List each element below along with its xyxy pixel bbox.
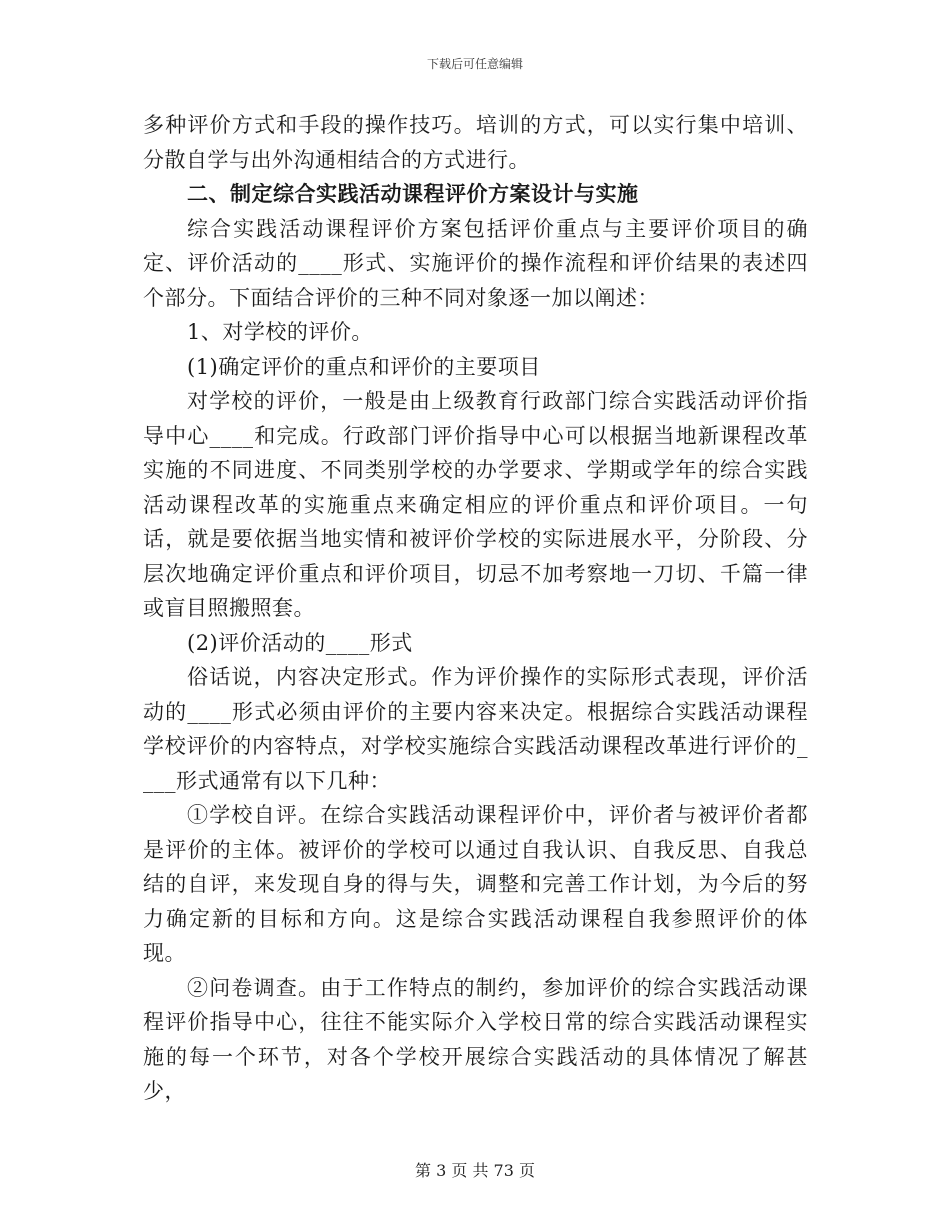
header-note: 下载后可任意编辑	[426, 57, 523, 71]
paragraph-continuation: 多种评价方式和手段的操作技巧。培训的方式，可以实行集中培训、分散自学与出外沟通相结合的方式进行。	[143, 113, 808, 172]
paragraph: 俗话说，内容决定形式。作为评价操作的实际形式表现，评价活动的____形式必须由评价的主要内容来决定。根据综合实践活动课程学校评价的内容特点，对学校实施综合实践活动课程改革进行评价的____形式通常有以下几种：	[143, 665, 808, 793]
subsection-heading: 1、对学校的评价。	[187, 320, 373, 344]
document-body	[143, 108, 808, 1109]
page-number: 第 3 页 共 73 页	[415, 1161, 535, 1180]
section-heading: 二、制定综合实践活动课程评价方案设计与实施	[187, 181, 639, 206]
paragraph: 对学校的评价，一般是由上级教育行政部门综合实践活动评价指导中心____和完成。行政部门评价指导中心可以根据当地新课程改革实施的不同进度、不同类别学校的办学要求、学期或学年的综合实践活动课程改革的实施重点来确定相应的评价重点和评价项目。一句话，就是要依据当地实情和被评价学校的实际进展水平，分阶段、分层次地确定评价重点和评价项目，切忌不加考察地一刀切、千篇一律或盲目照搬照套。	[143, 389, 808, 620]
list-item: ②问卷调查。由于工作特点的制约，参加评价的综合实践活动课程评价指导中心，往往不能实际介入学校日常的综合实践活动课程实施的每一个环节，对各个学校开展综合实践活动的具体情况了解甚少，	[143, 975, 808, 1103]
list-item: ①学校自评。在综合实践活动课程评价中，评价者与被评价者都是评价的主体。被评价的学校可以通过自我认识、自我反思、自我总结的自评，来发现自身的得与失，调整和完善工作计划，为今后的努力确定新的目标和方向。这是综合实践活动课程自我参照评价的体现。	[143, 803, 808, 965]
paragraph: 综合实践活动课程评价方案包括评价重点与主要评价项目的确定、评价活动的____形式、实施评价的操作流程和评价结果的表述四个部分。下面结合评价的三种不同对象逐一加以阐述：	[143, 216, 808, 310]
item-heading: (1)确定评价的重点和评价的主要项目	[187, 354, 541, 379]
item-heading: (2)评价活动的____形式	[187, 630, 413, 655]
